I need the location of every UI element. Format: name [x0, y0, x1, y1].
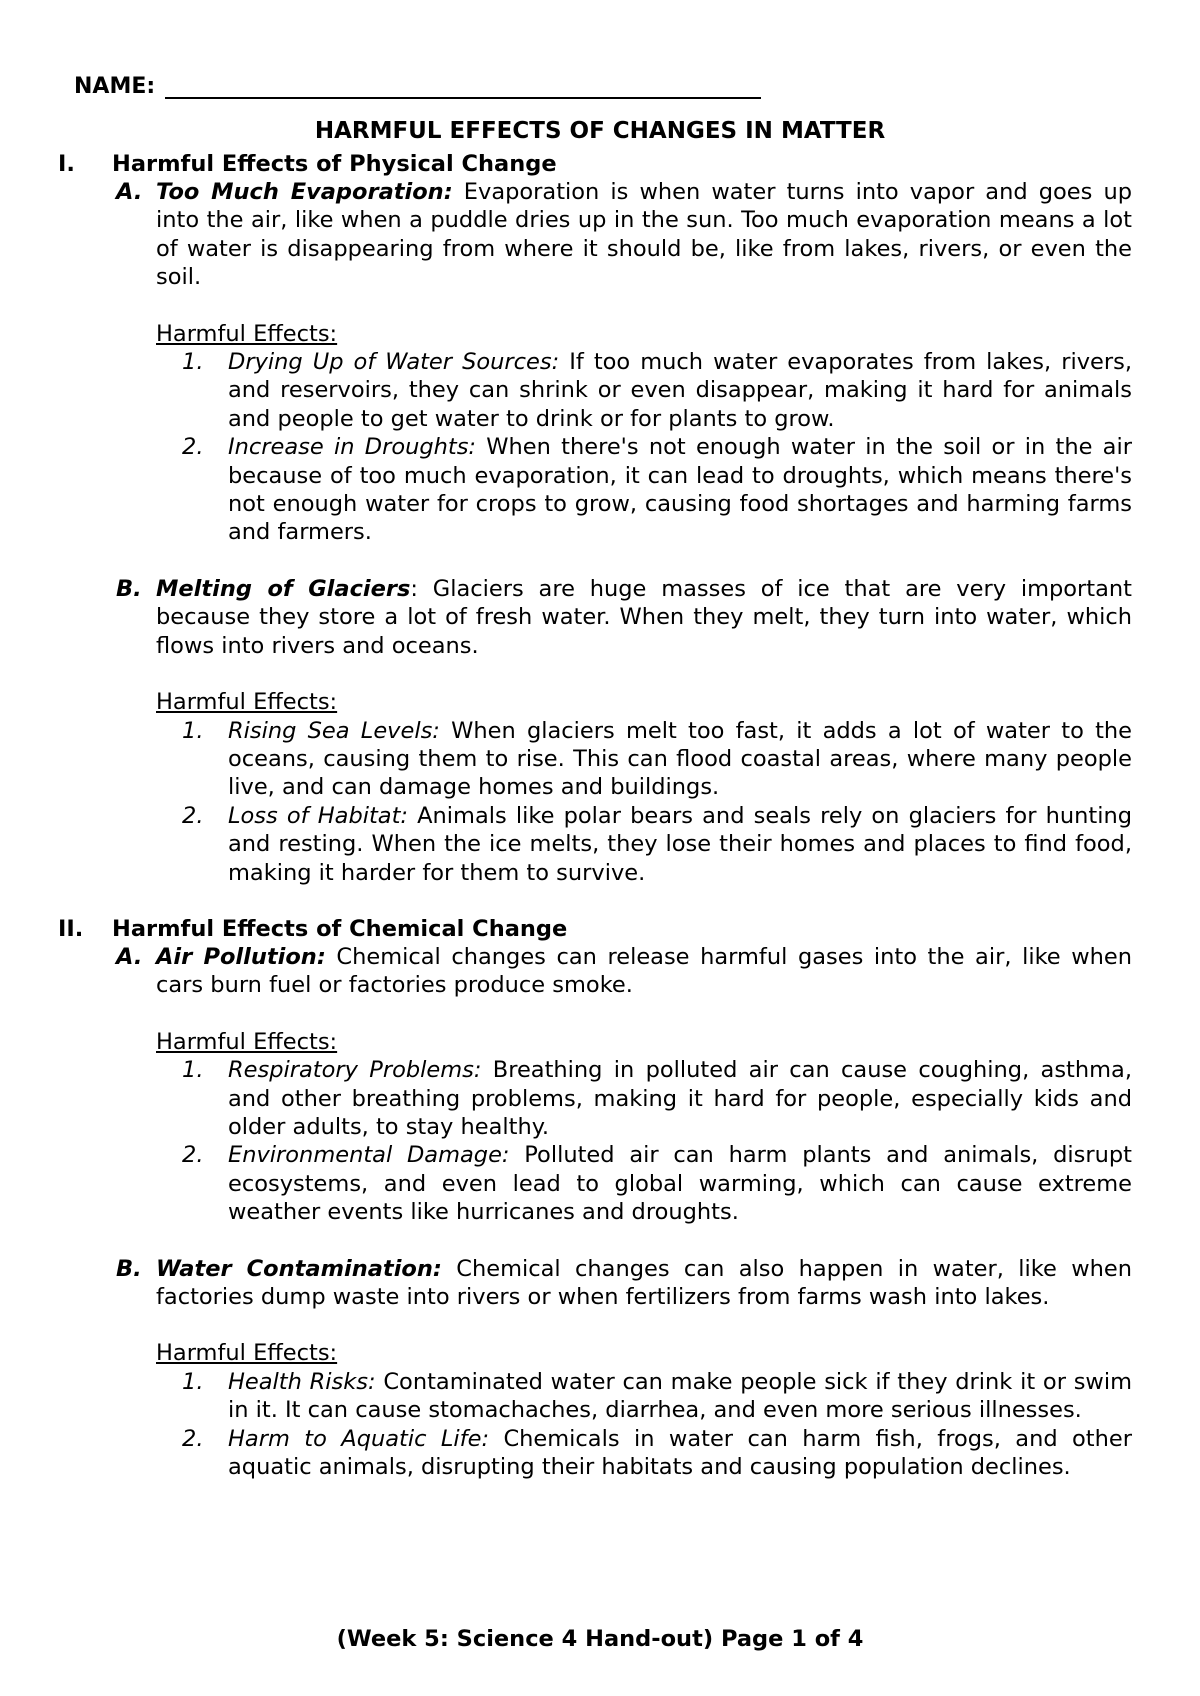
effect-number: 1.	[182, 1368, 204, 1395]
section-physical-change	[0, 150, 1200, 887]
section-numeral: I.	[58, 151, 75, 177]
effect-term: Loss of Habitat:	[228, 802, 408, 829]
subsection-evaporation	[116, 178, 1132, 292]
effect-item	[182, 1056, 1132, 1141]
effect-number: 2.	[182, 1425, 204, 1452]
effect-text: Polluted air can harm plants and animals, disrupt ecosystems, and even lead to global warming, which can cause extreme weather events like hurricanes and droughts.	[228, 1142, 1132, 1226]
harmful-effects-label: Harmful Effects:	[156, 1340, 338, 1367]
effect-term: Rising Sea Levels:	[228, 717, 440, 744]
effect-term: Environmental Damage:	[228, 1142, 510, 1169]
effect-text: If too much water evaporates from lakes, rivers, and reservoirs, they can shrink or even disappear, making it hard for animals and people to get water to drink or for plants to grow.	[228, 349, 1132, 432]
effect-item	[182, 1425, 1132, 1482]
effect-text: When there's not enough water in the soil or in the air because of too much evaporation, it can lead to droughts, which means there's not enough water for crops to grow, causing food shortages and harming farms and farmers.	[228, 434, 1132, 546]
harmful-effects-label: Harmful Effects:	[156, 1028, 338, 1055]
harmful-effects-label: Harmful Effects:	[156, 689, 338, 716]
harmful-effects-label: Harmful Effects:	[156, 320, 338, 347]
effect-item	[182, 1141, 1132, 1226]
name-blank-line[interactable]	[165, 75, 761, 99]
subsection-letter: A.	[116, 944, 143, 970]
effect-term: Health Risks:	[228, 1368, 376, 1395]
subsection-text: : Glaciers are huge masses of ice that are very important because they store a lot of fresh water. When they melt, they turn into water, which flows into rivers and oceans.	[156, 575, 1132, 659]
effect-text: Animals like polar bears and seals rely on glaciers for hunting and resting. When the ice melts, they lose their homes and places to find food, making it harder for them to survive.	[228, 802, 1132, 886]
effect-item	[182, 433, 1132, 547]
effect-item	[182, 802, 1132, 887]
subsection-term: Melting of Glaciers	[156, 575, 411, 602]
section-title: Harmful Effects of Chemical Change	[112, 916, 568, 942]
subsection-text: Evaporation is when water turns into vapor and goes up into the air, like when a puddle dries up in the sun. Too much evaporation means a lot of water is disappearing from where it should be, like from lakes, rivers, or even the soil.	[156, 179, 1132, 291]
page-footer: (Week 5: Science 4 Hand-out) Page 1 of 4	[336, 1626, 864, 1652]
subsection-letter: B.	[116, 575, 142, 602]
effect-term: Drying Up of Water Sources:	[228, 349, 560, 376]
subsection-text: Chemical changes can release harmful gases into the air, like when cars burn fuel or factories produce smoke.	[156, 944, 1132, 999]
effect-number: 1.	[182, 717, 204, 744]
effect-term: Harm to Aquatic Life:	[228, 1425, 490, 1452]
subsection-text: Chemical changes can also happen in water, like when factories dump waste into rivers or when fertilizers from farms wash into lakes.	[156, 1255, 1132, 1311]
effect-number: 2.	[182, 1142, 204, 1169]
section-numeral: II.	[58, 916, 84, 942]
effect-item	[182, 1368, 1132, 1425]
name-label: NAME:	[74, 74, 156, 99]
section-title: Harmful Effects of Physical Change	[112, 151, 557, 177]
effect-text: Breathing in polluted air can cause coughing, asthma, and other breathing problems, making it hard for people, especially kids and older adults, to stay healthy.	[228, 1057, 1132, 1141]
subsection-water-contamination	[116, 1255, 1132, 1312]
subsection-term: Water Contamination:	[156, 1255, 442, 1282]
document-title: HARMFUL EFFECTS OF CHANGES IN MATTER	[314, 118, 886, 144]
effect-number: 1.	[182, 349, 204, 376]
name-field	[74, 74, 761, 99]
section-chemical-change	[0, 915, 1200, 1482]
effect-number: 2.	[182, 434, 204, 461]
subsection-letter: A.	[116, 179, 143, 205]
effect-text: When glaciers melt too fast, it adds a lot of water to the oceans, causing them to rise. This can flood coastal areas, where many people live, and can damage homes and buildings.	[228, 717, 1132, 801]
effect-number: 2.	[182, 802, 204, 829]
subsection-term: Air Pollution:	[156, 944, 326, 970]
subsection-glaciers	[116, 575, 1132, 660]
effect-text: Chemicals in water can harm fish, frogs, and other aquatic animals, disrupting their habitats and causing population declines.	[228, 1425, 1132, 1481]
subsection-term: Too Much Evaporation:	[156, 179, 453, 205]
effect-item	[182, 348, 1132, 433]
effect-number: 1.	[182, 1057, 204, 1084]
section-heading	[0, 150, 1200, 178]
section-heading	[0, 915, 1200, 943]
effect-term: Increase in Droughts:	[228, 434, 477, 461]
subsection-letter: B.	[116, 1255, 142, 1282]
effect-term: Respiratory Problems:	[228, 1057, 482, 1084]
subsection-air-pollution	[116, 943, 1132, 1000]
effect-text: Contaminated water can make people sick if they drink it or swim in it. It can cause stomachaches, diarrhea, and even more serious illnesses.	[228, 1368, 1132, 1424]
effect-item	[182, 717, 1132, 802]
